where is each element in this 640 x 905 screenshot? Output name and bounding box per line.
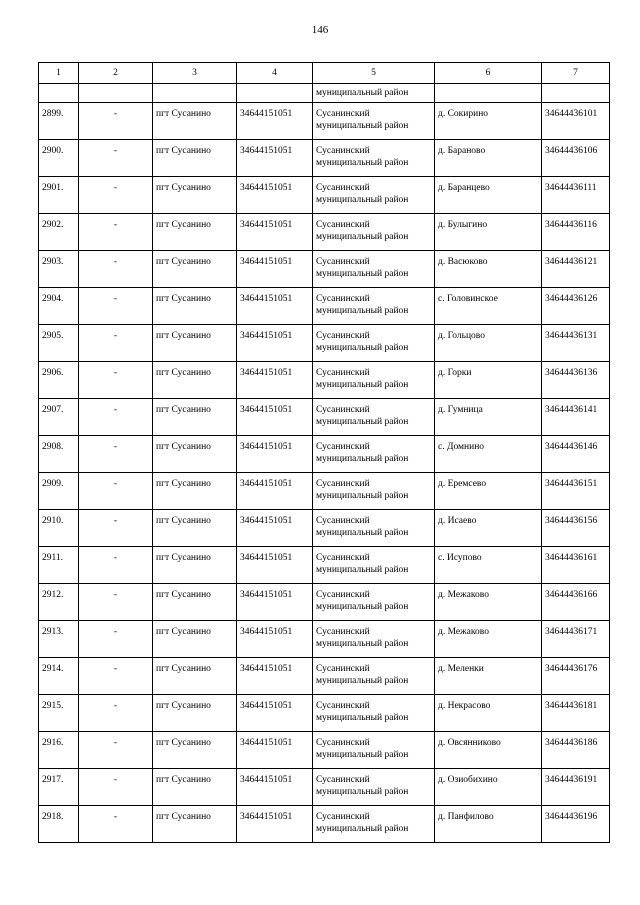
- cell-dash: -: [79, 510, 153, 547]
- table-row: [39, 732, 610, 769]
- cell-dash: -: [79, 325, 153, 362]
- cell-number: 2912.: [39, 584, 79, 621]
- cell-place: д. Меленки: [435, 658, 542, 695]
- column-header: 3: [153, 63, 237, 84]
- cell-code: 34644436116: [542, 214, 610, 251]
- cell-number: [39, 84, 79, 103]
- cell-code: 34644436141: [542, 399, 610, 436]
- table-row: [39, 103, 610, 140]
- table-row: [39, 325, 610, 362]
- district-line-2: муниципальный район: [316, 491, 409, 501]
- cell-oktmo: 34644151051: [237, 177, 313, 214]
- cell-oktmo: 34644151051: [237, 325, 313, 362]
- page-number: 146: [311, 24, 329, 36]
- cell-district: [313, 399, 435, 436]
- cell-district: [313, 103, 435, 140]
- district-line-2: муниципальный район: [316, 565, 409, 575]
- district-line-1: Сусанинский: [316, 146, 370, 156]
- cell-district: [313, 325, 435, 362]
- district-line-2: муниципальный район: [316, 639, 409, 649]
- table-row: [39, 140, 610, 177]
- cell-oktmo: 34644151051: [237, 251, 313, 288]
- cell-code: 34644436171: [542, 621, 610, 658]
- cell-place: д. Васюково: [435, 251, 542, 288]
- cell-dash: -: [79, 732, 153, 769]
- cell-settlement: пгт Сусанино: [153, 473, 237, 510]
- cell-dash: -: [79, 399, 153, 436]
- cell-place: с. Головинское: [435, 288, 542, 325]
- cell-place: д. Горки: [435, 362, 542, 399]
- cell-code: 34644436161: [542, 547, 610, 584]
- cell-place: д. Булыгино: [435, 214, 542, 251]
- district-line-2: муниципальный район: [316, 306, 409, 316]
- district-line-1: Сусанинский: [316, 738, 370, 748]
- cell-oktmo: 34644151051: [237, 658, 313, 695]
- table-row: [39, 584, 610, 621]
- cell-district: [313, 288, 435, 325]
- cell-district: [313, 547, 435, 584]
- cell-settlement: пгт Сусанино: [153, 547, 237, 584]
- cell-number: 2910.: [39, 510, 79, 547]
- district-line-1: Сусанинский: [316, 812, 370, 822]
- cell-oktmo: 34644151051: [237, 436, 313, 473]
- table-row: [39, 769, 610, 806]
- cell-place: д. Баранцево: [435, 177, 542, 214]
- district-line-2: муниципальный район: [316, 602, 409, 612]
- cell-dash: -: [79, 695, 153, 732]
- district-line-2: муниципальный район: [316, 158, 409, 168]
- cell-number: 2916.: [39, 732, 79, 769]
- cell-dash: -: [79, 140, 153, 177]
- cell-oktmo: 34644151051: [237, 769, 313, 806]
- cell-dash: -: [79, 251, 153, 288]
- cell-number: 2901.: [39, 177, 79, 214]
- column-header: 6: [435, 63, 542, 84]
- cell-place: д. Еремсево: [435, 473, 542, 510]
- cell-district: [313, 658, 435, 695]
- cell-oktmo: 34644151051: [237, 473, 313, 510]
- cell-settlement: пгт Сусанино: [153, 214, 237, 251]
- cell-place: д. Бараново: [435, 140, 542, 177]
- cell-oktmo: 34644151051: [237, 732, 313, 769]
- cell-number: 2908.: [39, 436, 79, 473]
- cell-code: 34644436146: [542, 436, 610, 473]
- district-line-1: Сусанинский: [316, 775, 370, 785]
- cell-settlement: пгт Сусанино: [153, 399, 237, 436]
- district-line-2: муниципальный район: [316, 750, 409, 760]
- cell-number: 2905.: [39, 325, 79, 362]
- cell-oktmo: 34644151051: [237, 362, 313, 399]
- column-header: 1: [39, 63, 79, 84]
- column-header: 5: [313, 63, 435, 84]
- continuation-row: [39, 84, 610, 103]
- cell-dash: -: [79, 288, 153, 325]
- cell-code: 34644436176: [542, 658, 610, 695]
- cell-oktmo: 34644151051: [237, 695, 313, 732]
- cell-settlement: пгт Сусанино: [153, 362, 237, 399]
- cell-code: 34644436131: [542, 325, 610, 362]
- cell-dash: [79, 84, 153, 103]
- cell-dash: -: [79, 436, 153, 473]
- cell-place: д. Сокирино: [435, 103, 542, 140]
- district-line-2: муниципальный район: [316, 121, 409, 131]
- cell-dash: -: [79, 806, 153, 843]
- cell-dash: -: [79, 177, 153, 214]
- cell-settlement: пгт Сусанино: [153, 103, 237, 140]
- cell-number: 2914.: [39, 658, 79, 695]
- cell-district: [313, 362, 435, 399]
- cell-district: [313, 473, 435, 510]
- cell-number: 2913.: [39, 621, 79, 658]
- cell-settlement: пгт Сусанино: [153, 695, 237, 732]
- district-line-2: муниципальный район: [316, 380, 409, 390]
- table-row: [39, 399, 610, 436]
- cell-settlement: [153, 84, 237, 103]
- cell-district: [313, 806, 435, 843]
- cell-code: 34644436166: [542, 584, 610, 621]
- cell-dash: -: [79, 547, 153, 584]
- cell-code: 34644436136: [542, 362, 610, 399]
- table-row: [39, 621, 610, 658]
- cell-code: 34644436126: [542, 288, 610, 325]
- cell-dash: -: [79, 621, 153, 658]
- cell-place: с. Домнино: [435, 436, 542, 473]
- table-row: [39, 806, 610, 843]
- cell-place: д. Межаково: [435, 621, 542, 658]
- column-header: 7: [542, 63, 610, 84]
- cell-settlement: пгт Сусанино: [153, 510, 237, 547]
- district-line-1: Сусанинский: [316, 257, 370, 267]
- cell-code: 34644436151: [542, 473, 610, 510]
- cell-number: 2899.: [39, 103, 79, 140]
- cell-dash: -: [79, 214, 153, 251]
- cell-number: 2917.: [39, 769, 79, 806]
- district-line-1: Сусанинский: [316, 442, 370, 452]
- table-row: [39, 362, 610, 399]
- district-line-1: Сусанинский: [316, 553, 370, 563]
- cell-number: 2911.: [39, 547, 79, 584]
- cell-settlement: пгт Сусанино: [153, 732, 237, 769]
- cell-oktmo: 34644151051: [237, 621, 313, 658]
- district-line-2: муниципальный район: [316, 343, 409, 353]
- district-line-1: Сусанинский: [316, 590, 370, 600]
- district-line-2: муниципальный район: [316, 269, 409, 279]
- district-line-1: Сусанинский: [316, 627, 370, 637]
- cell-number: 2907.: [39, 399, 79, 436]
- cell-settlement: пгт Сусанино: [153, 177, 237, 214]
- cell-oktmo: 34644151051: [237, 806, 313, 843]
- cell-district: [313, 621, 435, 658]
- district-line-1: Сусанинский: [316, 701, 370, 711]
- cell-place: д. Озиобихино: [435, 769, 542, 806]
- cell-place: д. Исаево: [435, 510, 542, 547]
- district-line-2: муниципальный район: [316, 787, 409, 797]
- district-line-1: Сусанинский: [316, 479, 370, 489]
- column-header: 4: [237, 63, 313, 84]
- cell-district: [313, 584, 435, 621]
- cell-code: 34644436101: [542, 103, 610, 140]
- cell-district: [313, 214, 435, 251]
- district-line-2: муниципальный район: [316, 676, 409, 686]
- cell-district: [313, 695, 435, 732]
- table-row: [39, 695, 610, 732]
- cell-code: [542, 84, 610, 103]
- cell-district: [313, 769, 435, 806]
- cell-oktmo: 34644151051: [237, 510, 313, 547]
- cell-settlement: пгт Сусанино: [153, 140, 237, 177]
- cell-dash: -: [79, 103, 153, 140]
- table-row: [39, 510, 610, 547]
- table-row: [39, 658, 610, 695]
- cell-place: д. Гольцово: [435, 325, 542, 362]
- table-row: [39, 288, 610, 325]
- cell-number: 2902.: [39, 214, 79, 251]
- cell-dash: -: [79, 658, 153, 695]
- district-line-1: Сусанинский: [316, 368, 370, 378]
- cell-code: 34644436196: [542, 806, 610, 843]
- cell-district: [313, 436, 435, 473]
- cell-oktmo: 34644151051: [237, 288, 313, 325]
- district-line-1: Сусанинский: [316, 516, 370, 526]
- cell-place: [435, 84, 542, 103]
- district-line-1: Сусанинский: [316, 220, 370, 230]
- cell-district: [313, 140, 435, 177]
- district-line-2: муниципальный район: [316, 713, 409, 723]
- cell-code: 34644436191: [542, 769, 610, 806]
- cell-place: д. Панфилово: [435, 806, 542, 843]
- cell-oktmo: 34644151051: [237, 584, 313, 621]
- cell-number: 2900.: [39, 140, 79, 177]
- cell-settlement: пгт Сусанино: [153, 621, 237, 658]
- cell-code: 34644436111: [542, 177, 610, 214]
- cell-settlement: пгт Сусанино: [153, 806, 237, 843]
- table-row: [39, 436, 610, 473]
- cell-oktmo: 34644151051: [237, 140, 313, 177]
- cell-settlement: пгт Сусанино: [153, 288, 237, 325]
- header-row: [39, 63, 610, 84]
- cell-number: 2915.: [39, 695, 79, 732]
- district-line-1: Сусанинский: [316, 294, 370, 304]
- cell-code: 34644436186: [542, 732, 610, 769]
- district-line-1: Сусанинский: [316, 405, 370, 415]
- cell-number: 2918.: [39, 806, 79, 843]
- cell-oktmo: 34644151051: [237, 214, 313, 251]
- cell-settlement: пгт Сусанино: [153, 251, 237, 288]
- cell-oktmo: 34644151051: [237, 103, 313, 140]
- district-line-2: муниципальный район: [316, 417, 409, 427]
- table-row: [39, 251, 610, 288]
- cell-oktmo: 34644151051: [237, 399, 313, 436]
- cell-place: д. Гумница: [435, 399, 542, 436]
- cell-settlement: пгт Сусанино: [153, 436, 237, 473]
- district-line-2: муниципальный район: [316, 454, 409, 464]
- cell-code: 34644436106: [542, 140, 610, 177]
- district-line-2: муниципальный район: [316, 195, 409, 205]
- cell-settlement: пгт Сусанино: [153, 325, 237, 362]
- table-row: [39, 177, 610, 214]
- column-header: 2: [79, 63, 153, 84]
- cell-number: 2906.: [39, 362, 79, 399]
- cell-place: с. Исупово: [435, 547, 542, 584]
- cell-code: 34644436156: [542, 510, 610, 547]
- district-line-2: муниципальный район: [316, 232, 409, 242]
- cell-dash: -: [79, 584, 153, 621]
- table-row: [39, 547, 610, 584]
- cell-place: д. Некрасово: [435, 695, 542, 732]
- cell-oktmo: [237, 84, 313, 103]
- cell-number: 2904.: [39, 288, 79, 325]
- cell-settlement: пгт Сусанино: [153, 658, 237, 695]
- cell-district: [313, 510, 435, 547]
- cell-code: 34644436121: [542, 251, 610, 288]
- district-line-2: муниципальный район: [316, 824, 409, 834]
- cell-settlement: пгт Сусанино: [153, 584, 237, 621]
- district-line-1: Сусанинский: [316, 183, 370, 193]
- table-row: [39, 214, 610, 251]
- cell-settlement: пгт Сусанино: [153, 769, 237, 806]
- cell-place: д. Межаково: [435, 584, 542, 621]
- table-row: [39, 473, 610, 510]
- cell-district: муниципальный район: [313, 84, 435, 103]
- district-line-1: Сусанинский: [316, 331, 370, 341]
- cell-number: 2909.: [39, 473, 79, 510]
- cell-place: д. Овсянниково: [435, 732, 542, 769]
- cell-number: 2903.: [39, 251, 79, 288]
- register-table: [38, 62, 610, 843]
- cell-dash: -: [79, 362, 153, 399]
- cell-district: [313, 251, 435, 288]
- cell-district: [313, 732, 435, 769]
- cell-oktmo: 34644151051: [237, 547, 313, 584]
- district-line-1: Сусанинский: [316, 109, 370, 119]
- cell-dash: -: [79, 473, 153, 510]
- cell-code: 34644436181: [542, 695, 610, 732]
- cell-dash: -: [79, 769, 153, 806]
- cell-district: [313, 177, 435, 214]
- district-line-2: муниципальный район: [316, 528, 409, 538]
- district-line-1: Сусанинский: [316, 664, 370, 674]
